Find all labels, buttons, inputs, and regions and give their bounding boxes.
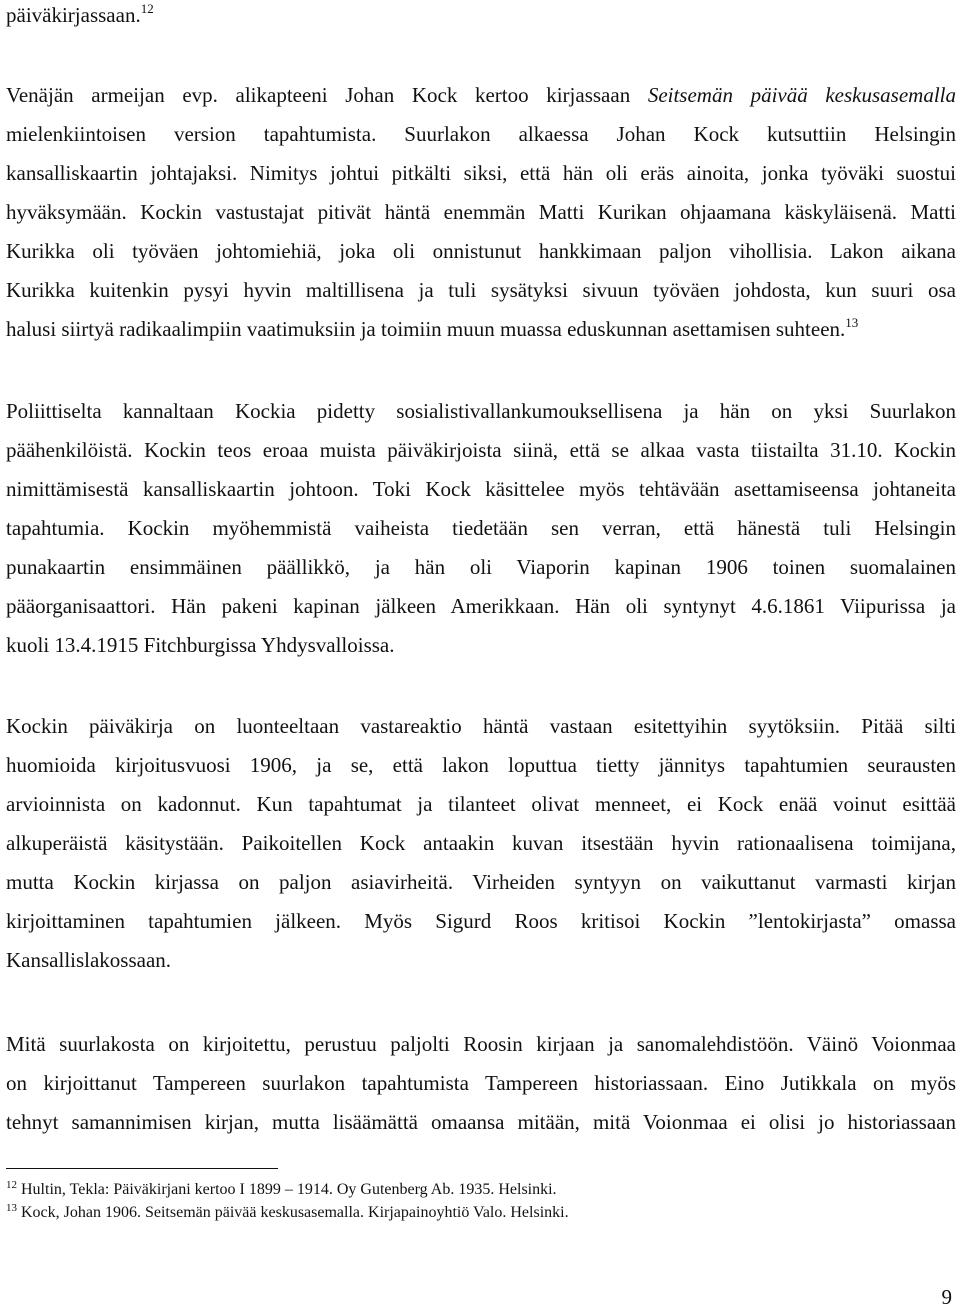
book-title: Seitsemän päivää keskusasemalla (647, 83, 956, 107)
paragraph-line: huomioida kirjoitusvuosi 1906, ja se, että lakon loputtua tietty jännitys tapahtumien seurausten (6, 753, 956, 777)
footnote-ref-13: 13 (845, 315, 859, 330)
paragraph-line: kuoli 13.4.1915 Fitchburgissa Yhdysvalloissa. (6, 633, 395, 657)
paragraph-line: Kansallislakossaan. (6, 948, 172, 972)
footnote-ref-12: 12 (140, 1, 154, 16)
paragraph-line: Kurikka kuitenkin pysyi hyvin maltillisena ja tuli sysätyksi sivuun työväen johdosta, kun suuri osa (6, 278, 956, 302)
footnote-12 (6, 1180, 557, 1200)
page-number: 9 (941, 1285, 952, 1309)
paragraph-line: Poliittiselta kannaltaan Kockia pidetty sosialistivallankumouksellisena ja hän on yksi Suurlakon (6, 399, 956, 423)
paragraph-line: kirjoittaminen tapahtumien jälkeen. Myös Sigurd Roos kritisoi Kockin ”lentokirjasta” omassa (6, 909, 956, 933)
footnote-13 (6, 1203, 569, 1223)
footnote-divider (6, 1168, 278, 1169)
line-text: halusi siirtyä radikaalimpiin vaatimuksiin ja toimiin muun muassa eduskunnan asettamisen suhteen. (6, 317, 846, 341)
paragraph-line: päähenkilöistä. Kockin teos eroaa muista päiväkirjoista siinä, että se alkaa vasta tiistailta 31.10. Kockin (6, 438, 956, 462)
paragraph-line: punakaartin ensimmäinen päällikkö, ja hän oli Viaporin kapinan 1906 toinen suomalainen (6, 555, 956, 579)
paragraph-line (6, 82, 956, 108)
paragraph-line (6, 316, 956, 342)
paragraph-line: alkuperäistä käsitystään. Paikoitellen Kock antaakin kuvan itsestään hyvin rationaalisena toimijana, (6, 831, 956, 855)
footnote-text: Kock, Johan 1906. Seitsemän päivää keskusasemalla. Kirjapainoyhtiö Valo. Helsinki. (21, 1204, 569, 1221)
paragraph-line: pääorganisaattori. Hän pakeni kapinan jälkeen Amerikkaan. Hän oli syntynyt 4.6.1861 Viipurissa ja (6, 594, 956, 618)
footnote-text: Hultin, Tekla: Päiväkirjani kertoo I 1899 – 1914. Oy Gutenberg Ab. 1935. Helsinki. (21, 1181, 557, 1198)
paragraph-line: on kirjoittanut Tampereen suurlakon tapahtumista Tampereen historiassaan. Eino Jutikkala on myös (6, 1071, 956, 1095)
line-text: Venäjän armeijan evp. alikapteeni Johan Kock kertoo kirjassaan (6, 83, 648, 107)
paragraph-line: tehnyt samannimisen kirjan, mutta lisäämättä omaansa mitään, mitä Voionmaa ei olisi jo historiassaan (6, 1110, 956, 1134)
paragraph-line: arvioinnista on kadonnut. Kun tapahtumat ja tilanteet olivat menneet, ei Kock enää voinut esittää (6, 792, 956, 816)
paragraph-line: kansalliskaartin johtajaksi. Nimitys johtui pitkälti siksi, että hän oli eräs ainoita, jonka työväki suostui (6, 161, 956, 185)
paragraph-line: Kurikka oli työväen johtomiehiä, joka oli onnistunut hankkimaan paljon vihollisia. Lakon aikana (6, 239, 956, 263)
paragraph-line: tapahtumia. Kockin myöhemmistä vaiheista tiedetään sen verran, että hänestä tuli Helsingin (6, 516, 956, 540)
paragraph-line: nimittämisestä kansalliskaartin johtoon. Toki Kock käsittelee myös tehtävään asettamiseensa johtaneita (6, 477, 956, 501)
paragraph-line: hyväksymään. Kockin vastustajat pitivät häntä enemmän Matti Kurikan ohjaamana käskyläisenä. Matti (6, 200, 956, 224)
footnote-number: 12 (6, 1179, 17, 1191)
paragraph-line: mielenkiintoisen version tapahtumista. Suurlakon alkaessa Johan Kock kutsuttiin Helsingin (6, 122, 956, 146)
paragraph-line: mutta Kockin kirjassa on paljon asiavirheitä. Virheiden syntyyn on vaikuttanut varmasti kirjan (6, 870, 956, 894)
paragraph-line: Kockin päiväkirja on luonteeltaan vastareaktio häntä vastaan esitettyihin syytöksiin. Pitää silti (6, 714, 956, 738)
paragraph-line: Mitä suurlakosta on kirjoitettu, perustuu paljolti Roosin kirjaan ja sanomalehdistöön. Väinö Voionmaa (6, 1032, 956, 1056)
carryover-line (6, 2, 956, 28)
carryover-text: päiväkirjassaan. (6, 3, 141, 27)
footnote-number: 13 (6, 1202, 17, 1214)
